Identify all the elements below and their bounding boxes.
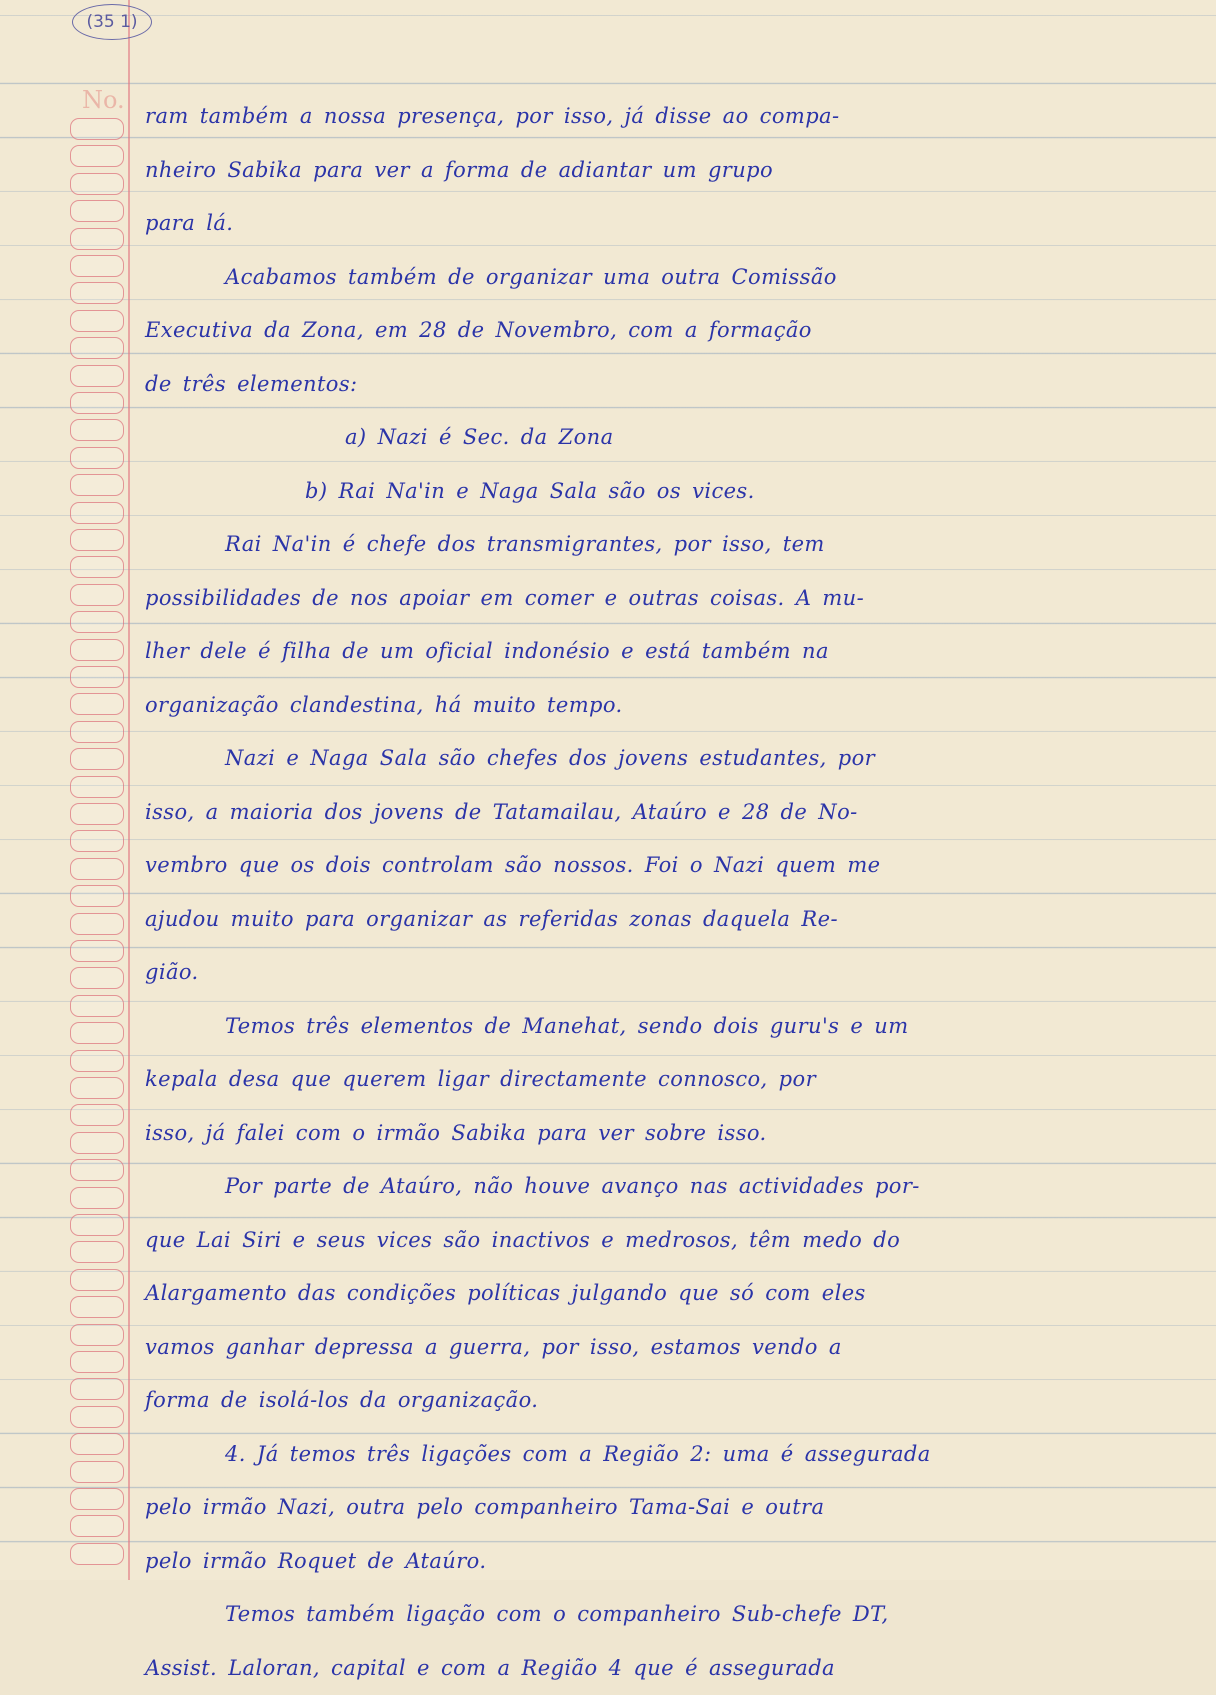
punch-hole: [70, 200, 124, 222]
punch-hole: [70, 173, 124, 195]
text-line: Alargamento das condições políticas julgando que só com eles: [145, 1267, 1180, 1321]
punch-hole: [70, 556, 124, 578]
text-line: Executiva da Zona, em 28 de Novembro, com a formação: [145, 304, 1180, 358]
text-line: Temos também ligação com o companheiro Sub-chefe DT,: [145, 1588, 1180, 1642]
text-line: vembro que os dois controlam são nossos. Foi o Nazi quem me: [145, 839, 1180, 893]
punch-hole: [70, 145, 124, 167]
punch-hole: [70, 1488, 124, 1510]
punch-hole: [70, 1187, 124, 1209]
punch-hole: [70, 940, 124, 962]
text-line: possibilidades de nos apoiar em comer e outras coisas. A mu-: [145, 572, 1180, 626]
punch-hole: [70, 1351, 124, 1373]
punch-hole: [70, 447, 124, 469]
punch-hole: [70, 1296, 124, 1318]
text-line: que Lai Siri e seus vices são inactivos e medrosos, têm medo do: [145, 1214, 1180, 1268]
punch-hole: [70, 502, 124, 524]
text-line: isso, já falei com o irmão Sabika para ver sobre isso.: [145, 1107, 1180, 1161]
punch-hole: [70, 1022, 124, 1044]
text-line: Assist. Laloran, capital e com a Região 4 que é assegurada: [145, 1642, 1180, 1695]
punch-hole: [70, 885, 124, 907]
text-line: forma de isolá-los da organização.: [145, 1374, 1180, 1428]
punch-hole: [70, 1159, 124, 1181]
punch-hole: [70, 611, 124, 633]
text-line: para lá.: [145, 197, 1180, 251]
punch-hole: [70, 529, 124, 551]
punch-hole: [70, 282, 124, 304]
punch-hole: [70, 830, 124, 852]
punch-hole: [70, 748, 124, 770]
punch-hole: [70, 666, 124, 688]
list-item: a) Nazi é Sec. da Zona: [145, 411, 1180, 465]
punch-hole: [70, 639, 124, 661]
punch-hole: [70, 1433, 124, 1455]
punch-hole: [70, 392, 124, 414]
punch-hole: [70, 1461, 124, 1483]
punch-hole: [70, 1132, 124, 1154]
text-line: kepala desa que querem ligar directamente connosco, por: [145, 1053, 1180, 1107]
punch-hole: [70, 967, 124, 989]
punch-hole: [70, 803, 124, 825]
text-line: isso, a maioria dos jovens de Tatamailau, Ataúro e 28 de No-: [145, 786, 1180, 840]
punch-hole: [70, 228, 124, 250]
text-line: de três elementos:: [145, 358, 1180, 412]
text-line: Rai Na'in é chefe dos transmigrantes, por isso, tem: [145, 518, 1180, 572]
text-line: Acabamos também de organizar uma outra Comissão: [145, 251, 1180, 305]
punch-hole: [70, 1378, 124, 1400]
punch-hole: [70, 1050, 124, 1072]
punch-hole: [70, 1214, 124, 1236]
punch-hole: [70, 1406, 124, 1428]
text-line: Por parte de Ataúro, não houve avanço nas actividades por-: [145, 1160, 1180, 1214]
text-line: pelo irmão Roquet de Ataúro.: [145, 1535, 1180, 1589]
punch-hole: [70, 1324, 124, 1346]
punch-hole: [70, 693, 124, 715]
punch-hole: [70, 1077, 124, 1099]
text-line: 4. Já temos três ligações com a Região 2: uma é assegurada: [145, 1428, 1180, 1482]
punch-hole: [70, 1241, 124, 1263]
punch-hole: [70, 1269, 124, 1291]
punch-hole: [70, 255, 124, 277]
text-line: nheiro Sabika para ver a forma de adiantar um grupo: [145, 144, 1180, 198]
punch-hole: [70, 474, 124, 496]
punch-hole: [70, 419, 124, 441]
punch-hole: [70, 913, 124, 935]
page-number: (35 1): [72, 4, 152, 40]
text-line: pelo irmão Nazi, outra pelo companheiro Tama-Sai e outra: [145, 1481, 1180, 1535]
text-line: ram também a nossa presença, por isso, já disse ao compa-: [145, 90, 1180, 144]
handwritten-text: [145, 90, 1180, 1695]
punch-hole: [70, 310, 124, 332]
text-line: Nazi e Naga Sala são chefes dos jovens estudantes, por: [145, 732, 1180, 786]
punch-hole: [70, 365, 124, 387]
punch-hole: [70, 776, 124, 798]
punch-hole: [70, 721, 124, 743]
text-line: lher dele é filha de um oficial indonésio e está também na: [145, 625, 1180, 679]
punch-hole: [70, 1515, 124, 1537]
punch-hole: [70, 584, 124, 606]
text-line: organização clandestina, há muito tempo.: [145, 679, 1180, 733]
punch-hole: [70, 118, 124, 140]
text-line: gião.: [145, 946, 1180, 1000]
text-line: Temos três elementos de Manehat, sendo dois guru's e um: [145, 1000, 1180, 1054]
margin-mark: No.: [82, 86, 125, 114]
punch-hole: [70, 1543, 124, 1565]
punch-hole: [70, 858, 124, 880]
text-line: ajudou muito para organizar as referidas zonas daquela Re-: [145, 893, 1180, 947]
list-item: b) Rai Na'in e Naga Sala são os vices.: [145, 465, 1180, 519]
punch-hole: [70, 337, 124, 359]
text-line: vamos ganhar depressa a guerra, por isso, estamos vendo a: [145, 1321, 1180, 1375]
punch-hole: [70, 995, 124, 1017]
punch-hole-column: [70, 0, 130, 1580]
punch-hole: [70, 1104, 124, 1126]
